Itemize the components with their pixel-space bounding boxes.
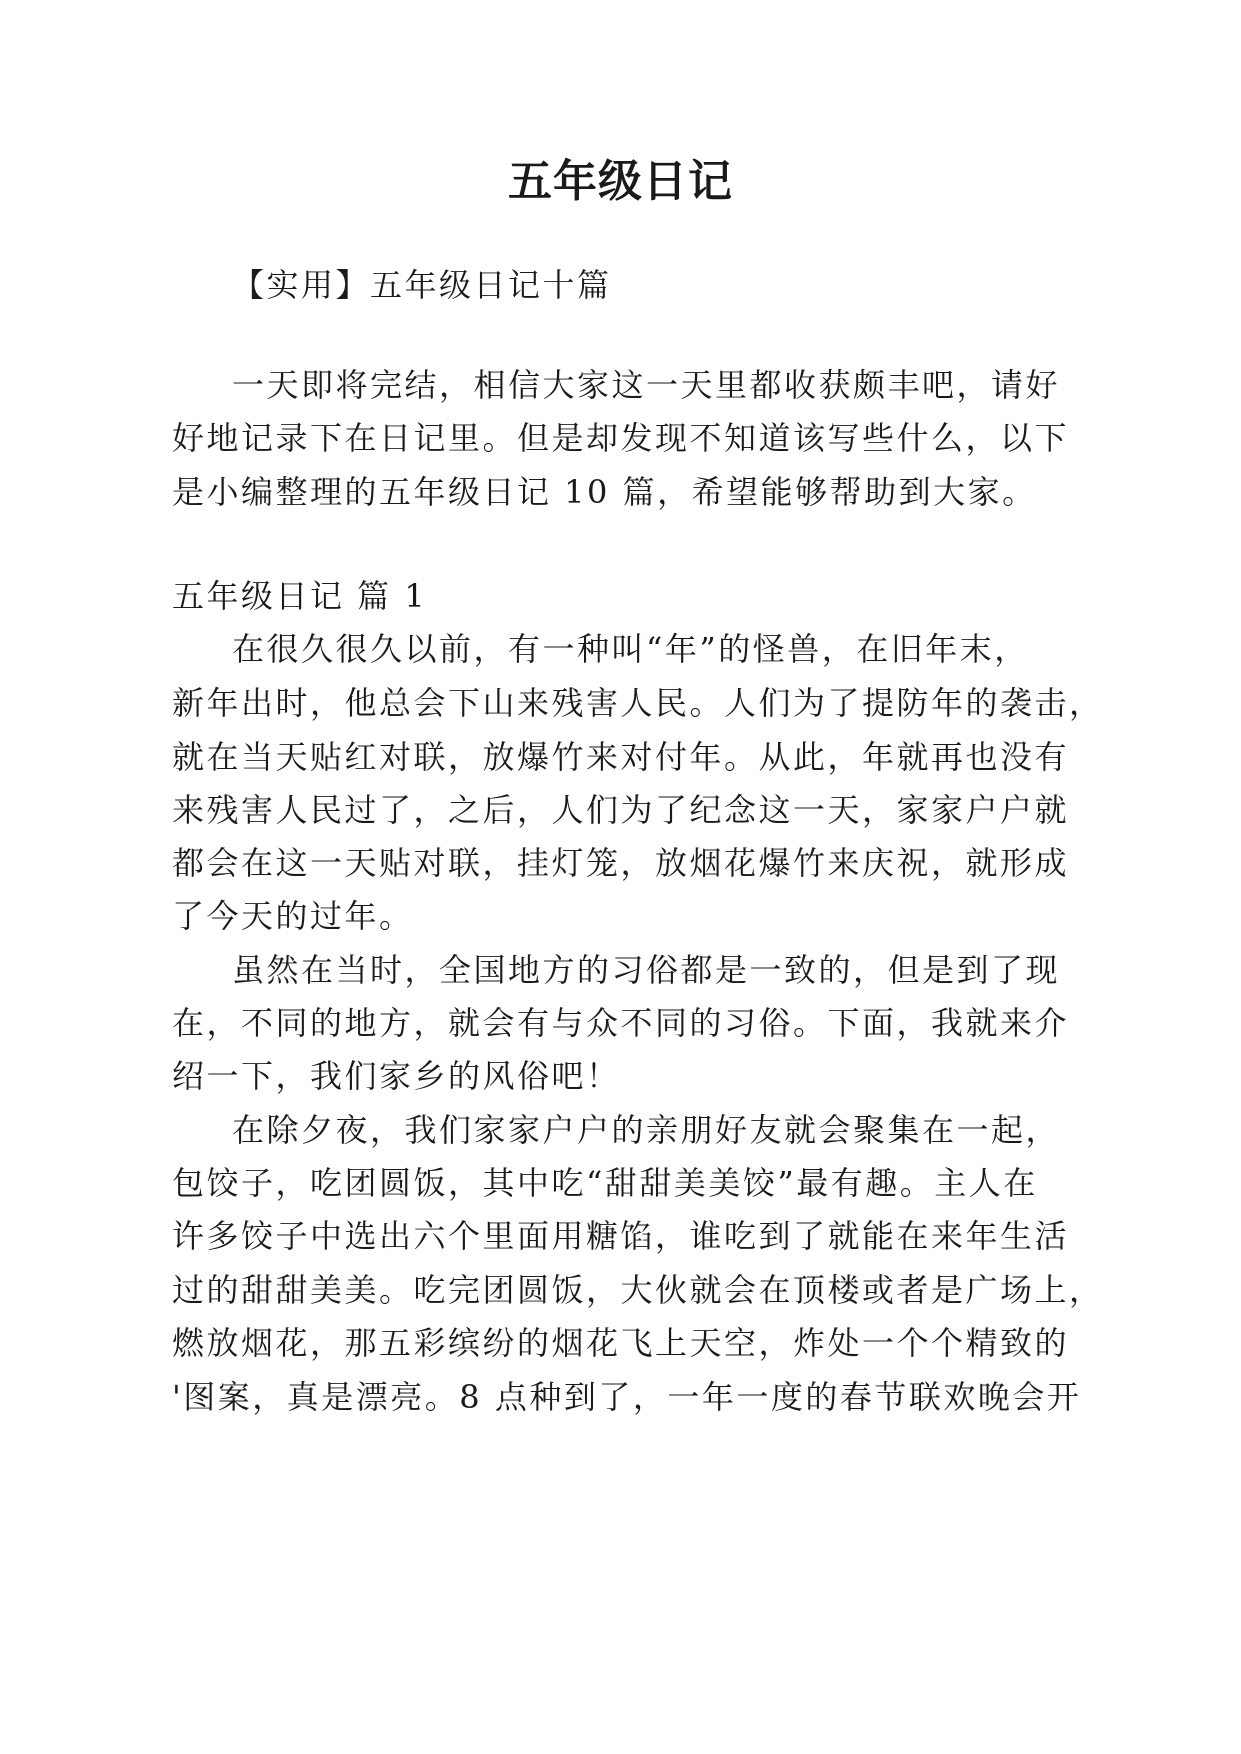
body-line: 就在当天贴红对联，放爆竹来对付年。从此，年就再也没有 [172,738,1070,776]
body-line: 在除夕夜，我们家家户户的亲朋好友就会聚集在一起， [232,1111,1061,1149]
intro-line: 是小编整理的五年级日记 10 篇，希望能够帮助到大家。 [172,473,1037,511]
body-line: 虽然在当时，全国地方的习俗都是一致的，但是到了现 [232,951,1061,989]
body-line: 包饺子，吃团圆饭，其中吃“甜甜美美饺”最有趣。主人在 [172,1164,1038,1202]
intro-line: 好地记录下在日记里。但是却发现不知道该写些什么，以下 [172,419,1070,457]
body-line: 来残害人民过了，之后，人们为了纪念这一天，家家户户就 [172,791,1070,829]
intro-line: 一天即将完结，相信大家这一天里都收获颇丰吧，请好 [232,366,1061,404]
body-line: 都会在这一天贴对联，挂灯笼，放烟花爆竹来庆祝，就形成 [172,844,1070,882]
body-line: 绍一下，我们家乡的风俗吧！ [172,1057,621,1095]
subtitle: 【实用】五年级日记十篇 [232,266,612,304]
body-line: 燃放烟花，那五彩缤纷的烟花飞上天空，炸处一个个精致的 [172,1324,1070,1362]
body-line: 新年出时，他总会下山来残害人民。人们为了提防年的袭击， [172,684,1104,722]
body-line: 在，不同的地方，就会有与众不同的习俗。下面，我就来介 [172,1004,1070,1042]
section-heading: 五年级日记 篇 1 [172,577,428,615]
page-title: 五年级日记 [508,156,733,207]
body-line: 在很久很久以前，有一种叫“年”的怪兽，在旧年末， [232,630,1029,668]
body-line: 许多饺子中选出六个里面用糖馅，谁吃到了就能在来年生活 [172,1217,1070,1255]
body-line: '图案，真是漂亮。8 点种到了，一年一度的春节联欢晚会开 [172,1378,1082,1416]
body-line: 了今天的过年。 [172,897,414,935]
body-line: 过的甜甜美美。吃完团圆饭，大伙就会在顶楼或者是广场上， [172,1271,1104,1309]
